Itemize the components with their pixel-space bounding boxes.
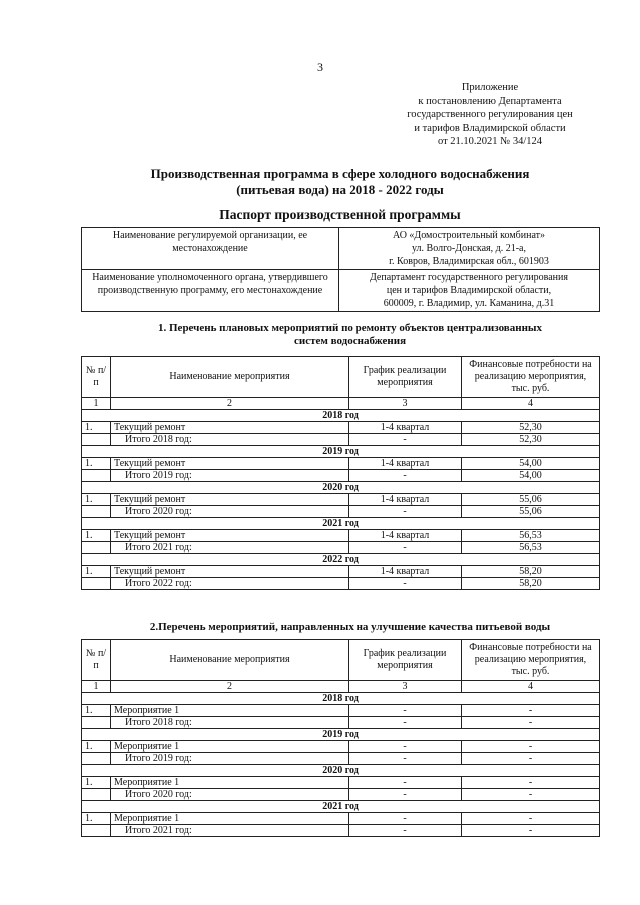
column-number: 4 xyxy=(462,398,600,410)
column-number-row xyxy=(82,681,600,693)
total-row xyxy=(82,506,600,518)
schedule-cell: 1-4 квартал xyxy=(349,566,462,578)
row-number: 1. xyxy=(82,566,111,578)
year-row xyxy=(82,446,600,458)
finance-cell: 56,53 xyxy=(462,530,600,542)
total-row xyxy=(82,717,600,729)
column-number-row xyxy=(82,398,600,410)
year-label: 2022 год xyxy=(82,554,600,566)
year-label: 2018 год xyxy=(82,693,600,705)
total-amount-cell: - xyxy=(462,717,600,729)
measure-name: Мероприятие 1 xyxy=(111,741,349,753)
finance-cell: 58,20 xyxy=(462,566,600,578)
total-amount-cell: 56,53 xyxy=(462,542,600,554)
column-number: 3 xyxy=(349,398,462,410)
section1-heading xyxy=(100,322,600,348)
passport-value xyxy=(339,228,600,270)
total-row xyxy=(82,825,600,837)
year-row xyxy=(82,554,600,566)
measure-name: Текущий ремонт xyxy=(111,494,349,506)
document-title xyxy=(60,166,620,198)
finance-cell: - xyxy=(462,741,600,753)
table-row xyxy=(82,422,600,434)
row-number: 1. xyxy=(82,530,111,542)
total-row xyxy=(82,789,600,801)
total-label: Итого 2020 год: xyxy=(111,506,349,518)
total-label: Итого 2019 год: xyxy=(111,470,349,482)
year-row xyxy=(82,410,600,422)
total-label: Итого 2018 год: xyxy=(111,717,349,729)
table-row xyxy=(82,813,600,825)
total-number-cell xyxy=(82,578,111,590)
table-row xyxy=(82,494,600,506)
schedule-cell: - xyxy=(349,813,462,825)
passport-value-line: г. Ковров, Владимирская обл., 601903 xyxy=(389,256,549,267)
total-number-cell xyxy=(82,542,111,554)
year-row xyxy=(82,801,600,813)
schedule-cell: 1-4 квартал xyxy=(349,530,462,542)
year-label: 2021 год xyxy=(82,518,600,530)
finance-cell: 55,06 xyxy=(462,494,600,506)
finance-cell: - xyxy=(462,777,600,789)
year-label: 2018 год xyxy=(82,410,600,422)
passport-value-line: Департамент государственного регулирования xyxy=(369,272,568,283)
table-header-row xyxy=(82,357,600,398)
col-finance-header: Финансовые потребности на реализацию мероприятия, тыс. руб. xyxy=(462,640,600,681)
section1-table xyxy=(81,356,600,590)
year-label: 2019 год xyxy=(82,729,600,741)
total-label: Итого 2021 год: xyxy=(111,542,349,554)
total-schedule-cell: - xyxy=(349,789,462,801)
appendix-line: Приложение xyxy=(461,82,519,93)
page-number: 3 xyxy=(317,60,323,74)
section2-table xyxy=(81,639,600,837)
finance-cell: - xyxy=(462,705,600,717)
total-number-cell xyxy=(82,753,111,765)
section1-heading-line-1: 1. Перечень плановых мероприятий по ремонту объектов централизованных xyxy=(158,322,542,334)
year-label: 2021 год xyxy=(82,801,600,813)
appendix-line: к постановлению Департамента xyxy=(418,95,562,107)
total-amount-cell: 52,30 xyxy=(462,434,600,446)
column-number: 2 xyxy=(111,398,349,410)
total-number-cell xyxy=(82,825,111,837)
schedule-cell: 1-4 квартал xyxy=(349,494,462,506)
measure-name: Текущий ремонт xyxy=(111,458,349,470)
section2-heading: 2.Перечень мероприятий, направленных на улучшение качества питьевой воды xyxy=(149,621,551,633)
year-label: 2019 год xyxy=(82,446,600,458)
row-number: 1. xyxy=(82,813,111,825)
total-label: Итого 2018 год: xyxy=(111,434,349,446)
total-amount-cell: 54,00 xyxy=(462,470,600,482)
measure-name: Мероприятие 1 xyxy=(111,777,349,789)
total-schedule-cell: - xyxy=(349,717,462,729)
total-number-cell xyxy=(82,789,111,801)
total-number-cell xyxy=(82,506,111,518)
section1-heading-line-2: систем водоснабжения xyxy=(293,335,407,347)
column-number: 1 xyxy=(82,398,111,410)
row-number: 1. xyxy=(82,494,111,506)
total-row xyxy=(82,578,600,590)
passport-table xyxy=(81,227,600,312)
table-row xyxy=(82,566,600,578)
total-schedule-cell: - xyxy=(349,578,462,590)
year-row xyxy=(82,518,600,530)
passport-row xyxy=(82,228,600,270)
passport-heading: Паспорт производственной программы xyxy=(219,207,461,222)
measure-name: Текущий ремонт xyxy=(111,566,349,578)
measure-name: Текущий ремонт xyxy=(111,530,349,542)
table-row xyxy=(82,530,600,542)
col-finance-header: Финансовые потребности на реализацию мероприятия, тыс. руб. xyxy=(462,357,600,398)
column-number: 3 xyxy=(349,681,462,693)
total-label: Итого 2022 год: xyxy=(111,578,349,590)
year-row xyxy=(82,729,600,741)
measure-name: Мероприятие 1 xyxy=(111,813,349,825)
finance-cell: 52,30 xyxy=(462,422,600,434)
title-line-1: Производственная программа в сфере холодного водоснабжения xyxy=(150,166,530,181)
year-row xyxy=(82,693,600,705)
appendix-line: государственного регулирования цен xyxy=(407,109,573,121)
year-row xyxy=(82,765,600,777)
schedule-cell: - xyxy=(349,741,462,753)
total-schedule-cell: - xyxy=(349,506,462,518)
total-amount-cell: - xyxy=(462,789,600,801)
schedule-cell: - xyxy=(349,705,462,717)
finance-cell: 54,00 xyxy=(462,458,600,470)
year-label: 2020 год xyxy=(82,482,600,494)
total-row xyxy=(82,434,600,446)
col-schedule-header: График реализации мероприятия xyxy=(349,357,462,398)
passport-value-line: ул. Волго-Донская, д. 21-а, xyxy=(412,243,526,254)
schedule-cell: 1-4 квартал xyxy=(349,458,462,470)
row-number: 1. xyxy=(82,458,111,470)
total-label: Итого 2020 год: xyxy=(111,789,349,801)
passport-value-line: цен и тарифов Владимирской области, xyxy=(386,285,552,296)
total-amount-cell: 55,06 xyxy=(462,506,600,518)
total-label: Итого 2021 год: xyxy=(111,825,349,837)
year-row xyxy=(82,482,600,494)
total-amount-cell: - xyxy=(462,825,600,837)
appendix-block xyxy=(390,81,590,149)
total-row xyxy=(82,470,600,482)
total-schedule-cell: - xyxy=(349,825,462,837)
passport-label: Наименование уполномоченного органа, утвердившего производственную программу, его местонахождение xyxy=(82,270,339,312)
col-number-header: № п/п xyxy=(82,640,111,681)
schedule-cell: - xyxy=(349,777,462,789)
total-number-cell xyxy=(82,717,111,729)
finance-cell: - xyxy=(462,813,600,825)
year-label: 2020 год xyxy=(82,765,600,777)
col-schedule-header: График реализации мероприятия xyxy=(349,640,462,681)
column-number: 2 xyxy=(111,681,349,693)
passport-value-line: 600009, г. Владимир, ул. Каманина, д.31 xyxy=(383,298,555,309)
total-number-cell xyxy=(82,434,111,446)
col-name-header: Наименование мероприятия xyxy=(111,640,349,681)
total-amount-cell: 58,20 xyxy=(462,578,600,590)
schedule-cell: 1-4 квартал xyxy=(349,422,462,434)
appendix-line: и тарифов Владимирской области xyxy=(414,122,566,134)
row-number: 1. xyxy=(82,705,111,717)
total-amount-cell: - xyxy=(462,753,600,765)
total-row xyxy=(82,753,600,765)
table-row xyxy=(82,458,600,470)
table-header-row xyxy=(82,640,600,681)
total-row xyxy=(82,542,600,554)
total-schedule-cell: - xyxy=(349,434,462,446)
total-schedule-cell: - xyxy=(349,542,462,554)
row-number: 1. xyxy=(82,741,111,753)
row-number: 1. xyxy=(82,777,111,789)
total-schedule-cell: - xyxy=(349,470,462,482)
measure-name: Текущий ремонт xyxy=(111,422,349,434)
passport-value xyxy=(339,270,600,312)
passport-label: Наименование регулируемой организации, ее местонахождение xyxy=(82,228,339,270)
column-number: 4 xyxy=(462,681,600,693)
column-number: 1 xyxy=(82,681,111,693)
total-label: Итого 2019 год: xyxy=(111,753,349,765)
appendix-line: от 21.10.2021 № 34/124 xyxy=(437,136,542,148)
title-line-2: (питьевая вода) на 2018 - 2022 годы xyxy=(236,182,444,197)
col-name-header: Наименование мероприятия xyxy=(111,357,349,398)
col-number-header: № п/п xyxy=(82,357,111,398)
passport-row xyxy=(82,270,600,312)
total-schedule-cell: - xyxy=(349,753,462,765)
total-number-cell xyxy=(82,470,111,482)
table-row xyxy=(82,705,600,717)
measure-name: Мероприятие 1 xyxy=(111,705,349,717)
table-row xyxy=(82,777,600,789)
table-row xyxy=(82,741,600,753)
row-number: 1. xyxy=(82,422,111,434)
passport-value-line: АО «Домостроительный комбинат» xyxy=(392,230,546,241)
